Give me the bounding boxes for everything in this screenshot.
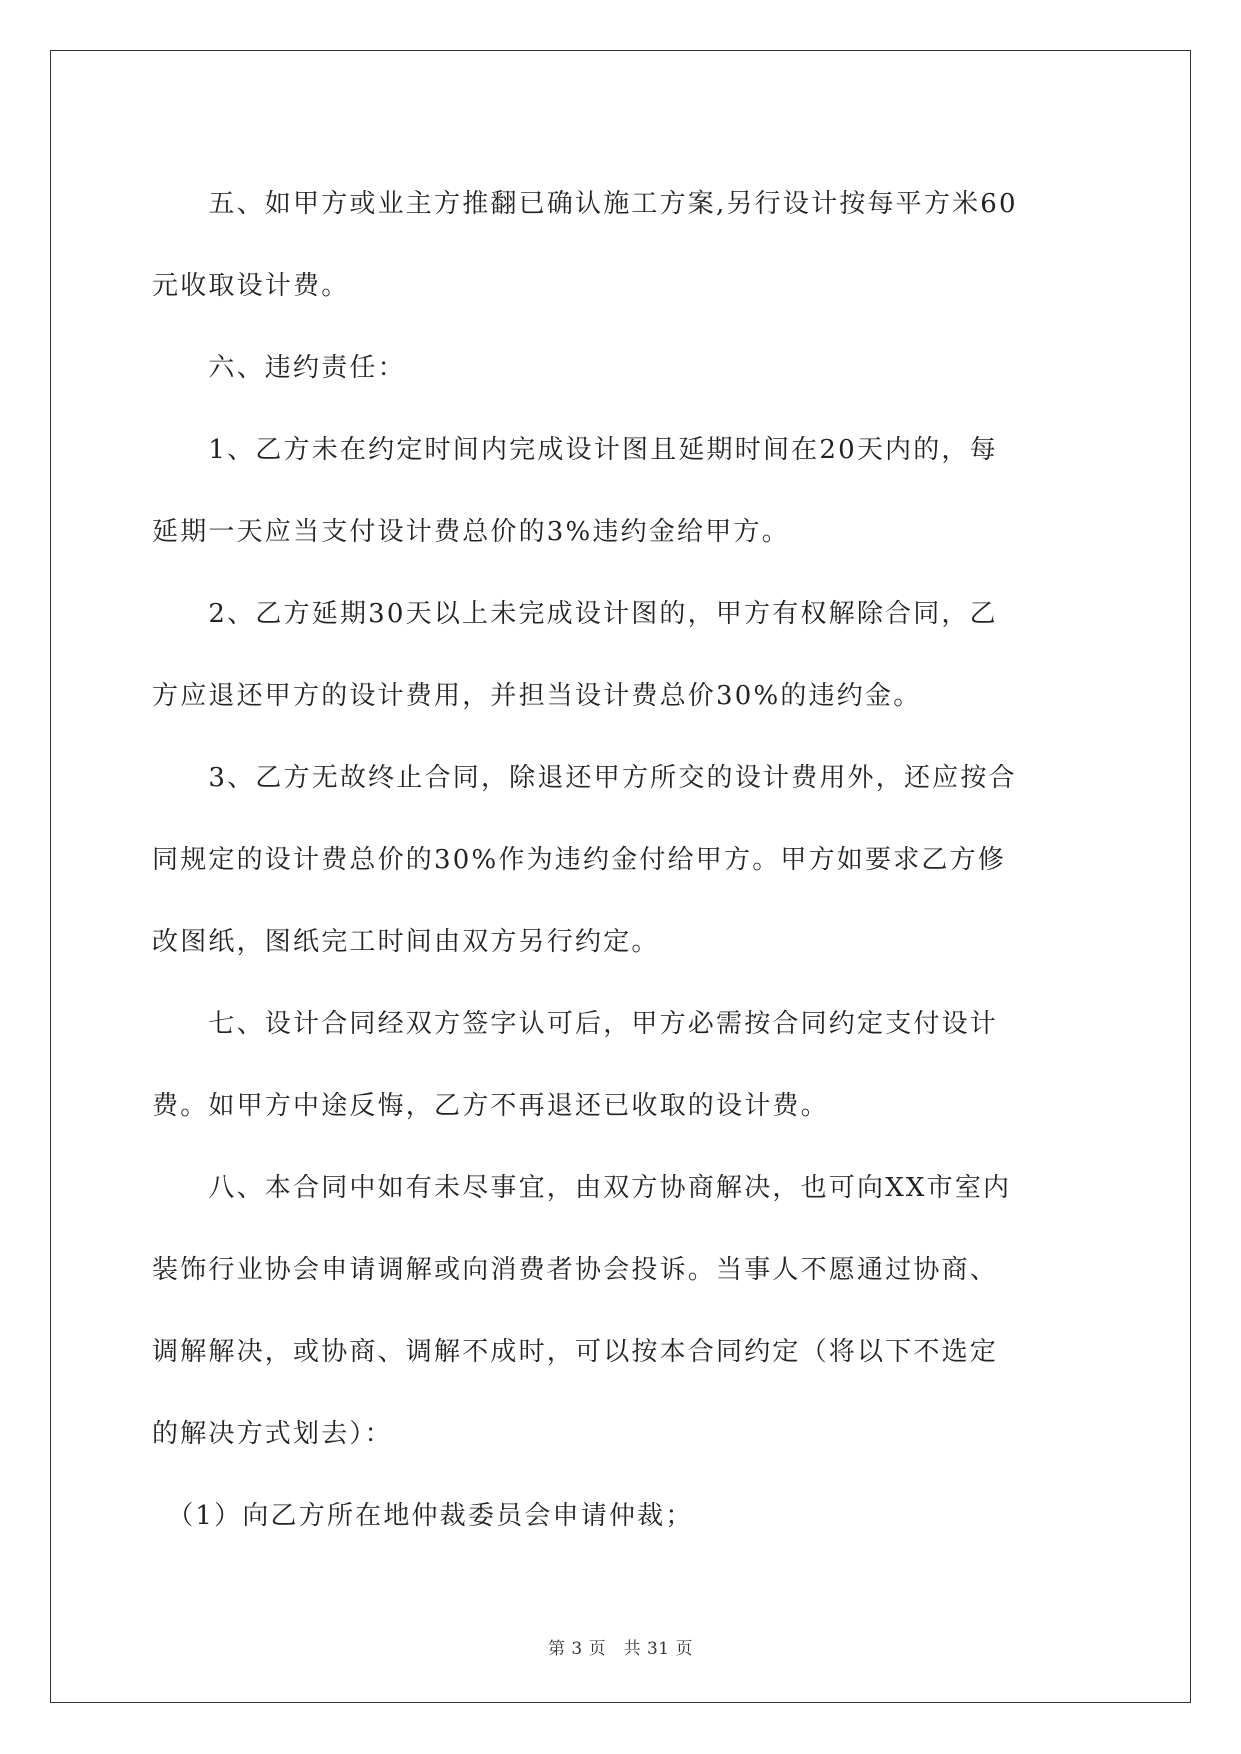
paragraph-six-heading — [152, 327, 1088, 409]
text-line: 五、如甲方或业主方推翻已确认施工方案,另行设计按每平方米60 — [152, 189, 1018, 219]
paragraph-six-item-2 — [152, 573, 1088, 737]
text-line: 2、乙方延期30天以上未完成设计图的，甲方有权解除合同，乙 — [152, 599, 998, 629]
text-line: 七、设计合同经双方签字认可后，甲方必需按合同约定支付设计 — [152, 1009, 999, 1039]
document-body — [152, 163, 1088, 1557]
paragraph-seven — [152, 983, 1088, 1147]
paragraph-six-item-3 — [152, 737, 1088, 983]
text-line: 八、本合同中如有未尽事宜，由双方协商解决，也可向XX市室内 — [152, 1173, 1012, 1203]
text-line: 的解决方式划去）： — [152, 1419, 393, 1449]
text-line: 改图纸，图纸完工时间由双方另行约定。 — [152, 927, 660, 957]
text-line: 装饰行业协会申请调解或向消费者协会投诉。当事人不愿通过协商、 — [152, 1255, 999, 1285]
text-line: 3、乙方无故终止合同，除退还甲方所交的设计费用外，还应按合 — [152, 763, 1017, 793]
paragraph-five — [152, 163, 1088, 327]
text-line: 元收取设计费。 — [152, 271, 350, 301]
text-line: 延期一天应当支付设计费总价的3%违约金给甲方。 — [152, 517, 790, 547]
text-line: 同规定的设计费总价的30%作为违约金付给甲方。甲方如要求乙方修 — [152, 845, 1006, 875]
text-line: （1）向乙方所在地仲裁委员会申请仲裁； — [152, 1501, 694, 1531]
paragraph-eight — [152, 1147, 1088, 1475]
text-line: 方应退还甲方的设计费用，并担当设计费总价30%的违约金。 — [152, 681, 922, 711]
page-number-footer: 第 3 页 共 31 页 — [547, 1639, 694, 1659]
paragraph-eight-option-1 — [152, 1475, 1088, 1557]
text-line: 1、乙方未在约定时间内完成设计图且延期时间在20天内的，每 — [152, 435, 998, 465]
paragraph-six-item-1 — [152, 409, 1088, 573]
text-line: 六、违约责任： — [152, 353, 406, 383]
text-line: 费。如甲方中途反悔，乙方不再退还已收取的设计费。 — [152, 1091, 829, 1121]
text-line: 调解解决，或协商、调解不成时，可以按本合同约定（将以下不选定 — [152, 1337, 999, 1367]
